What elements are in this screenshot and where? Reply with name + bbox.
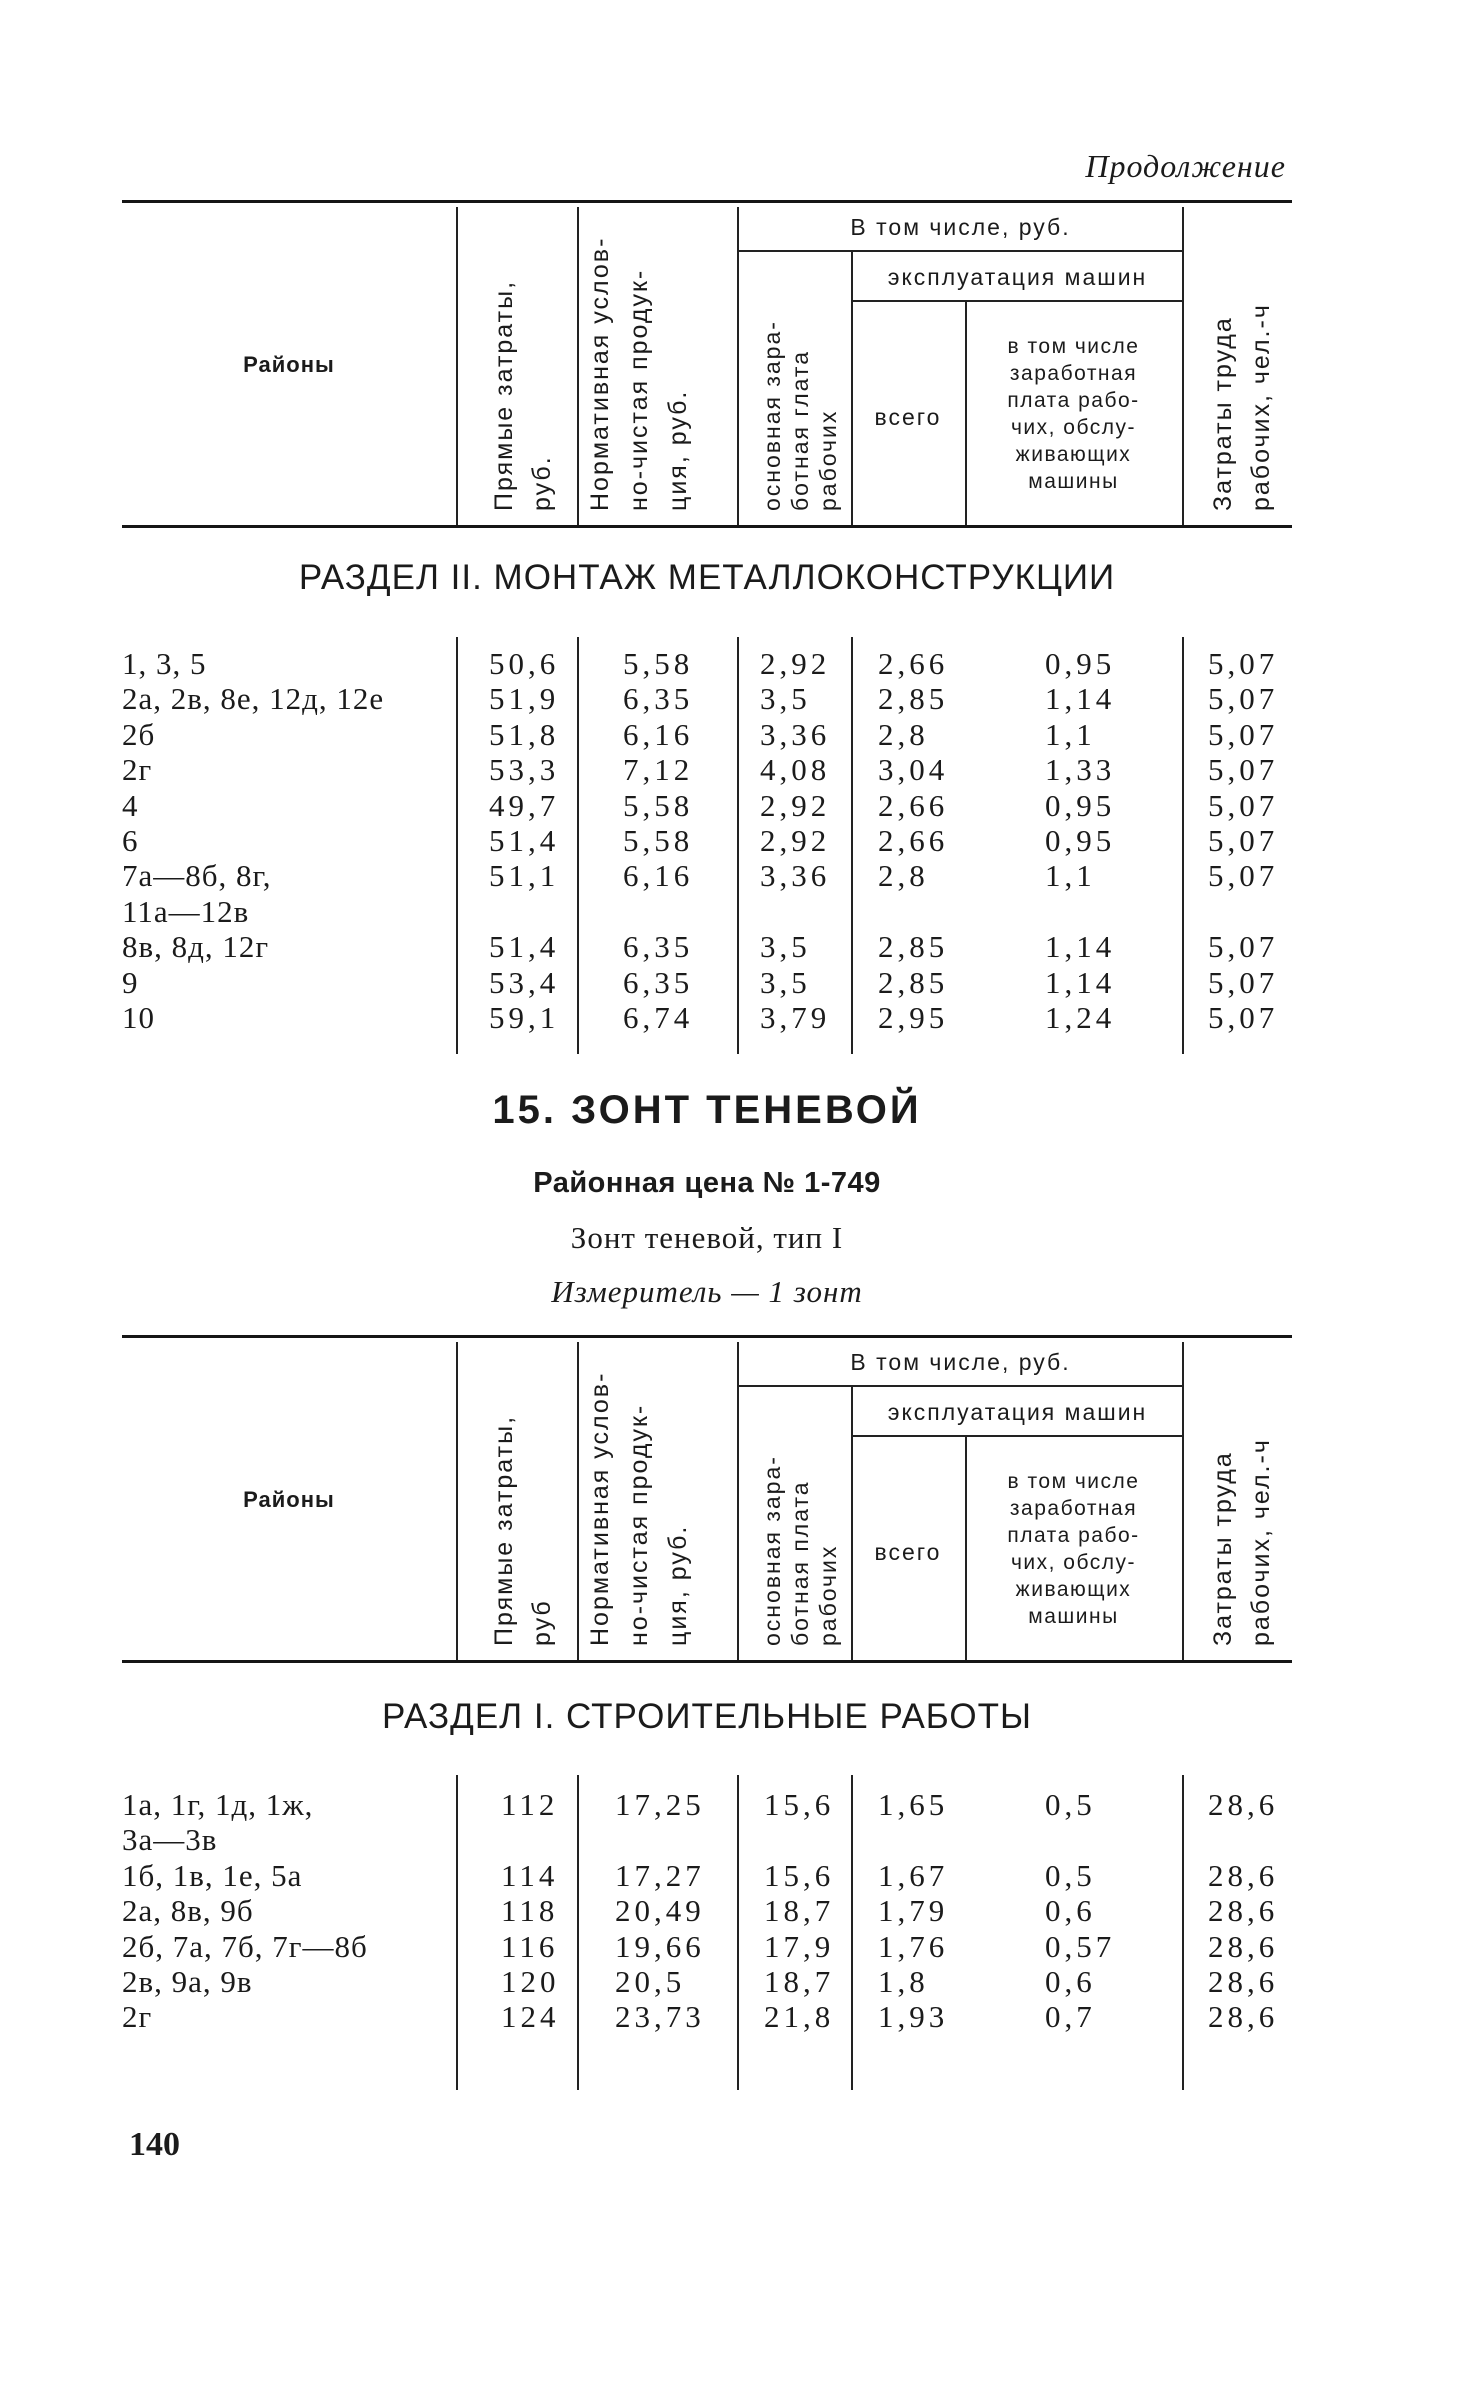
base-wages-column-header xyxy=(758,1393,842,1646)
labor-costs-cell: 5,07 xyxy=(1208,787,1279,823)
normative-production-column-header xyxy=(581,208,698,511)
district-line: 7а—8б, 8г, xyxy=(122,858,272,894)
table-body-1 xyxy=(122,637,1292,1054)
district-price-number: Районная цена № 1-749 xyxy=(533,1167,881,1199)
labor-costs-column-header xyxy=(1204,253,1280,511)
including-group-header: В том числе, руб. xyxy=(850,1349,1071,1375)
machine-operation-total-cell: 2,66 xyxy=(878,646,949,681)
row-divider xyxy=(737,1385,1184,1387)
direct-costs-cell: 124 xyxy=(501,1999,560,2035)
header-line: чих, обслу- xyxy=(1010,1551,1137,1574)
normative-production-cell: 5,58 xyxy=(623,822,694,858)
normative-production-cell: 20,49 xyxy=(615,1893,705,1929)
district-line: 1, 3, 5 xyxy=(122,646,207,681)
column-divider xyxy=(851,250,853,525)
district-line: 8в, 8д, 12г xyxy=(122,929,270,965)
operator-wages-cell: 1,1 xyxy=(1045,858,1096,894)
operator-wages-cell: 1,33 xyxy=(1045,752,1116,788)
operator-wages-cell: 1,14 xyxy=(1045,964,1116,1000)
labor-costs-cell: 5,07 xyxy=(1208,999,1279,1035)
header-line: рабочих xyxy=(815,409,841,511)
base-wages-cell: 21,8 xyxy=(764,1999,835,2035)
labor-costs-cell: 28,6 xyxy=(1208,1928,1279,1964)
total-column-header: всего xyxy=(874,1539,942,1565)
district-line: 1б, 1в, 1е, 5а xyxy=(122,1857,303,1893)
table-row xyxy=(122,1787,1292,1858)
section-title: РАЗДЕЛ II. МОНТАЖ МЕТАЛЛОКОНСТРУКЦИИ xyxy=(298,558,1116,597)
machine-operation-total-cell: 1,79 xyxy=(878,1893,949,1929)
operator-wages-cell: 0,6 xyxy=(1045,1893,1096,1929)
direct-costs-cell: 51,4 xyxy=(489,822,560,858)
page-number: 140 xyxy=(129,2126,180,2163)
machine-operation-total-cell: 2,8 xyxy=(878,716,929,752)
direct-costs-cell: 112 xyxy=(501,1787,559,1822)
labor-costs-cell: 5,07 xyxy=(1208,822,1279,858)
direct-costs-column-header xyxy=(485,211,561,511)
column-divider xyxy=(456,1342,458,1660)
operator-wages-cell: 0,5 xyxy=(1045,1857,1096,1893)
section-title: РАЗДЕЛ I. СТРОИТЕЛЬНЫЕ РАБОТЫ xyxy=(382,1697,1032,1736)
machine-operation-total-cell: 2,66 xyxy=(878,787,949,823)
operator-wages-cell: 0,57 xyxy=(1045,1928,1116,1964)
district-line: 6 xyxy=(122,822,139,858)
header-line: Затраты труда xyxy=(1209,1451,1237,1646)
base-wages-cell: 3,79 xyxy=(760,999,831,1035)
district-line: 11а—12в xyxy=(122,893,250,929)
machine-operation-total-cell: 1,67 xyxy=(878,1857,949,1893)
district-cell xyxy=(122,788,139,823)
machine-operation-total-cell: 1,93 xyxy=(878,1999,949,2035)
machine-operation-total-cell: 2,95 xyxy=(878,999,949,1035)
table-row xyxy=(122,1858,1292,1893)
district-cell xyxy=(122,965,139,1000)
district-line: 4 xyxy=(122,787,139,823)
district-cell xyxy=(122,1787,313,1858)
table-row xyxy=(122,788,1292,823)
operator-wages-cell: 0,5 xyxy=(1045,1787,1096,1822)
row-divider xyxy=(737,250,1184,252)
district-line: 2а, 8в, 9б xyxy=(122,1893,254,1929)
district-cell xyxy=(122,717,155,752)
machine-operation-group-header: эксплуатация машин xyxy=(887,264,1148,290)
column-divider xyxy=(851,1385,853,1660)
header-line: Затраты труда xyxy=(1209,316,1237,511)
normative-production-cell: 6,74 xyxy=(623,999,694,1035)
item-name: Зонт теневой, тип I xyxy=(570,1220,844,1255)
base-wages-cell: 15,6 xyxy=(764,1857,835,1893)
normative-production-cell: 20,5 xyxy=(615,1963,686,1999)
table-row xyxy=(122,1000,1292,1035)
header-line: руб xyxy=(528,1599,556,1646)
table-rows xyxy=(122,1787,1292,2035)
header-line: ция, руб. xyxy=(664,1524,692,1646)
header-line: рабочих, чел.-ч xyxy=(1247,303,1275,511)
table-row xyxy=(122,965,1292,1000)
district-line: 2г xyxy=(122,1999,153,2035)
machine-operation-total-cell: 2,8 xyxy=(878,858,929,894)
base-wages-cell: 18,7 xyxy=(764,1963,835,1999)
header-line: живающих xyxy=(1015,1578,1132,1601)
item-heading: 15. ЗОНТ ТЕНЕВОЙ xyxy=(492,1088,922,1132)
base-wages-column-header xyxy=(758,258,842,511)
base-wages-cell: 3,5 xyxy=(760,964,811,1000)
table-row xyxy=(122,717,1292,752)
normative-production-cell: 6,16 xyxy=(623,716,694,752)
direct-costs-cell: 53,4 xyxy=(489,964,560,1000)
column-divider xyxy=(577,1342,579,1660)
base-wages-cell: 15,6 xyxy=(764,1787,835,1822)
header-line: чих, обслу- xyxy=(1010,416,1137,439)
base-wages-cell: 3,36 xyxy=(760,716,831,752)
labor-costs-cell: 5,07 xyxy=(1208,646,1279,681)
normative-production-cell: 17,27 xyxy=(615,1857,705,1893)
header-line: Нормативная услов- xyxy=(586,236,614,511)
header-line: Прямые затраты, xyxy=(490,279,518,511)
header-line: рабочих, чел.-ч xyxy=(1247,1438,1275,1646)
row-divider xyxy=(851,300,1184,302)
header-line: основная зара- xyxy=(759,320,785,511)
normative-production-cell: 6,35 xyxy=(623,964,694,1000)
districts-column-header: Районы xyxy=(243,1487,335,1512)
district-cell xyxy=(122,1858,302,1893)
district-cell xyxy=(122,823,139,858)
labor-costs-cell: 5,07 xyxy=(1208,752,1279,788)
operator-wages-cell: 0,95 xyxy=(1045,822,1116,858)
district-line: 9 xyxy=(122,964,139,1000)
operator-wages-cell: 0,95 xyxy=(1045,646,1116,681)
table-row xyxy=(122,752,1292,787)
base-wages-cell: 4,08 xyxy=(760,752,831,788)
machine-operation-total-cell: 2,85 xyxy=(878,929,949,965)
district-line: 2г xyxy=(122,752,153,788)
district-cell xyxy=(122,1999,152,2034)
direct-costs-cell: 51,4 xyxy=(489,929,560,965)
operator-wages-cell: 1,14 xyxy=(1045,929,1116,965)
labor-costs-cell: 5,07 xyxy=(1208,681,1279,717)
operator-wages-cell: 0,7 xyxy=(1045,1999,1096,2035)
base-wages-cell: 3,5 xyxy=(760,929,811,965)
district-cell xyxy=(122,858,272,929)
direct-costs-column-header xyxy=(485,1346,561,1646)
direct-costs-cell: 53,3 xyxy=(489,752,560,788)
column-divider xyxy=(456,207,458,525)
header-line: ция, руб. xyxy=(664,389,692,511)
header-line: заработная xyxy=(1009,362,1138,385)
direct-costs-cell: 51,1 xyxy=(489,858,560,894)
table-body-2 xyxy=(122,1775,1292,2090)
operator-wages-column-header xyxy=(965,1468,1182,1630)
direct-costs-cell: 114 xyxy=(501,1857,559,1893)
normative-production-cell: 5,58 xyxy=(623,787,694,823)
column-divider xyxy=(737,1342,739,1660)
header-line: ботная глата xyxy=(787,350,813,511)
labor-costs-cell: 28,6 xyxy=(1208,1857,1279,1893)
table-row xyxy=(122,858,1292,929)
header-line: Нормативная услов- xyxy=(586,1371,614,1646)
header-line: Прямые затраты, xyxy=(490,1414,518,1646)
normative-production-cell: 6,35 xyxy=(623,929,694,965)
operator-wages-cell: 1,1 xyxy=(1045,716,1096,752)
district-cell xyxy=(122,646,207,681)
normative-production-cell: 5,58 xyxy=(623,646,694,681)
normative-production-cell: 19,66 xyxy=(615,1928,705,1964)
column-divider xyxy=(1182,207,1184,525)
header-line: плата рабо- xyxy=(1007,1524,1140,1547)
header-line: рабочих xyxy=(815,1544,841,1646)
base-wages-cell: 3,36 xyxy=(760,858,831,894)
direct-costs-cell: 120 xyxy=(501,1963,560,1999)
header-line: но-чистая продук- xyxy=(625,268,653,511)
machine-operation-total-cell: 1,8 xyxy=(878,1963,929,1999)
labor-costs-cell: 28,6 xyxy=(1208,1893,1279,1929)
header-line: машины xyxy=(1028,470,1119,493)
labor-costs-cell: 28,6 xyxy=(1208,1999,1279,2035)
machine-operation-total-cell: 2,66 xyxy=(878,822,949,858)
header-line: живающих xyxy=(1015,443,1132,466)
row-divider xyxy=(851,1435,1184,1437)
table-row xyxy=(122,1964,1292,1999)
machine-operation-total-cell: 1,65 xyxy=(878,1787,949,1822)
continuation-label: Продолжение xyxy=(1085,148,1286,184)
normative-production-cell: 6,35 xyxy=(623,681,694,717)
district-cell xyxy=(122,752,152,787)
district-cell xyxy=(122,681,384,716)
district-line: 2б, 7а, 7б, 7г—8б xyxy=(122,1928,368,1964)
direct-costs-cell: 51,9 xyxy=(489,681,560,717)
column-divider xyxy=(577,207,579,525)
table-row xyxy=(122,681,1292,716)
operator-wages-cell: 0,6 xyxy=(1045,1963,1096,1999)
normative-production-column-header xyxy=(581,1343,698,1646)
district-line: 10 xyxy=(122,999,155,1035)
labor-costs-column-header xyxy=(1204,1388,1280,1646)
header-line: машины xyxy=(1028,1605,1119,1628)
machine-operation-total-cell: 2,85 xyxy=(878,964,949,1000)
normative-production-cell: 17,25 xyxy=(615,1787,705,1822)
table-row xyxy=(122,929,1292,964)
table-header-2 xyxy=(122,1335,1292,1663)
direct-costs-cell: 51,8 xyxy=(489,716,560,752)
district-line: 2в, 9а, 9в xyxy=(122,1963,253,1999)
direct-costs-cell: 59,1 xyxy=(489,999,560,1035)
labor-costs-cell: 28,6 xyxy=(1208,1963,1279,1999)
district-cell xyxy=(122,929,269,964)
header-line: в том числе xyxy=(1007,335,1140,358)
district-line: 2а, 2в, 8е, 12д, 12е xyxy=(122,681,385,717)
operator-wages-column-header xyxy=(965,333,1182,495)
column-divider xyxy=(1182,1342,1184,1660)
district-line: 1а, 1г, 1д, 1ж, xyxy=(122,1787,314,1822)
base-wages-cell: 2,92 xyxy=(760,646,831,681)
total-column-header: всего xyxy=(874,404,942,430)
machine-operation-total-cell: 2,85 xyxy=(878,681,949,717)
normative-production-cell: 6,16 xyxy=(623,858,694,894)
direct-costs-cell: 116 xyxy=(501,1928,559,1964)
header-line: но-чистая продук- xyxy=(625,1403,653,1646)
district-cell xyxy=(122,1000,155,1035)
column-divider xyxy=(737,207,739,525)
base-wages-cell: 18,7 xyxy=(764,1893,835,1929)
operator-wages-cell: 1,14 xyxy=(1045,681,1116,717)
header-line: заработная xyxy=(1009,1497,1138,1520)
district-cell xyxy=(122,1893,254,1928)
header-line: основная зара- xyxy=(759,1455,785,1646)
direct-costs-cell: 49,7 xyxy=(489,787,560,823)
base-wages-cell: 17,9 xyxy=(764,1928,835,1964)
normative-production-cell: 23,73 xyxy=(615,1999,705,2035)
labor-costs-cell: 28,6 xyxy=(1208,1787,1279,1822)
base-wages-cell: 2,92 xyxy=(760,787,831,823)
operator-wages-cell: 0,95 xyxy=(1045,787,1116,823)
district-line: 2б xyxy=(122,716,156,752)
including-group-header: В том числе, руб. xyxy=(850,214,1071,240)
table-header-1 xyxy=(122,200,1292,528)
machine-operation-total-cell: 1,76 xyxy=(878,1928,949,1964)
direct-costs-cell: 118 xyxy=(501,1893,559,1929)
machine-operation-total-cell: 3,04 xyxy=(878,752,949,788)
table-row xyxy=(122,646,1292,681)
district-line: 3а—3в xyxy=(122,1822,218,1858)
normative-production-cell: 7,12 xyxy=(623,752,694,788)
table-rows xyxy=(122,646,1292,1035)
district-cell xyxy=(122,1964,253,1999)
table-row xyxy=(122,1893,1292,1928)
header-line: ботная плата xyxy=(787,1480,813,1646)
unit-of-measure: Измеритель — 1 зонт xyxy=(551,1274,863,1309)
district-cell xyxy=(122,1929,368,1964)
districts-column-header: Районы xyxy=(243,352,335,377)
labor-costs-cell: 5,07 xyxy=(1208,929,1279,965)
base-wages-cell: 3,5 xyxy=(760,681,811,717)
header-line: руб. xyxy=(528,455,556,511)
header-line: плата рабо- xyxy=(1007,389,1140,412)
table-row xyxy=(122,1999,1292,2034)
base-wages-cell: 2,92 xyxy=(760,822,831,858)
labor-costs-cell: 5,07 xyxy=(1208,858,1279,894)
operator-wages-cell: 1,24 xyxy=(1045,999,1116,1035)
direct-costs-cell: 50,6 xyxy=(489,646,560,681)
labor-costs-cell: 5,07 xyxy=(1208,964,1279,1000)
machine-operation-group-header: эксплуатация машин xyxy=(887,1399,1148,1425)
table-row xyxy=(122,1929,1292,1964)
labor-costs-cell: 5,07 xyxy=(1208,716,1279,752)
table-row xyxy=(122,823,1292,858)
header-line: в том числе xyxy=(1007,1470,1140,1493)
